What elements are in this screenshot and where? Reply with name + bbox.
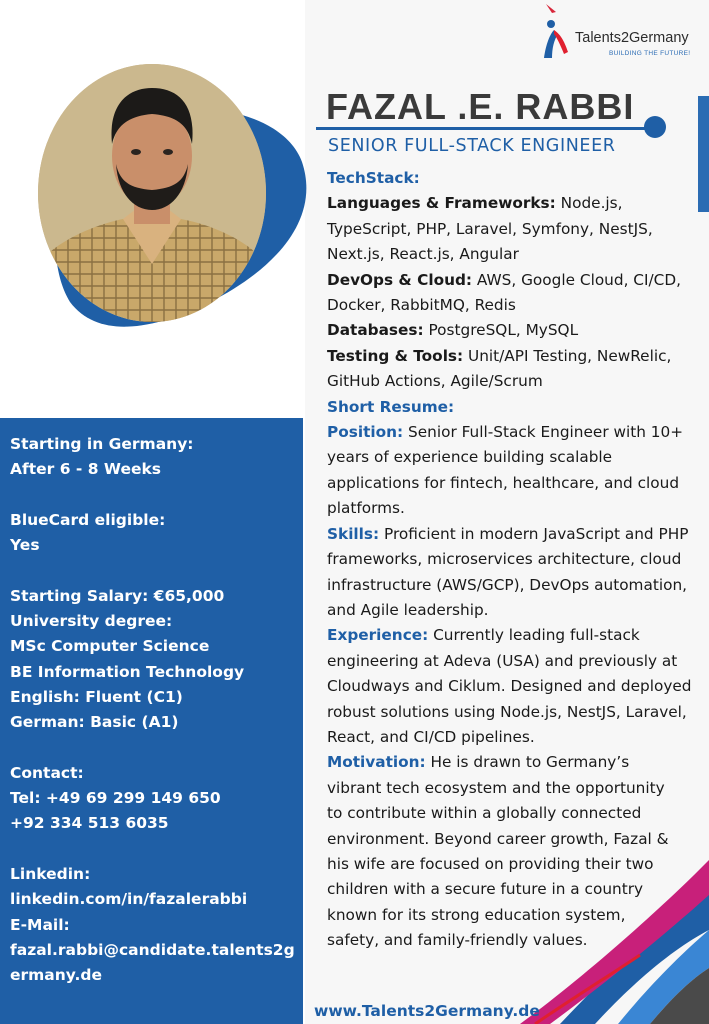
title-divider — [316, 127, 652, 130]
phone-pk[interactable]: +92 334 513 6035 — [10, 814, 169, 833]
techstack-item — [327, 344, 707, 395]
info-line: Linkedin: — [10, 865, 91, 884]
techstack-heading: TechStack: — [327, 169, 420, 187]
info-panel-text — [10, 432, 302, 989]
info-line: University degree: — [10, 612, 173, 631]
info-line — [10, 837, 302, 862]
brand-tagline: BUILDING THE FUTURE! — [609, 50, 691, 57]
techstack-value: PostgreSQL, MySQL — [423, 321, 579, 340]
title-divider-dot — [644, 116, 666, 138]
info-line: English: Fluent (C1) — [10, 687, 183, 706]
email-link[interactable]: fazal.rabbi@candidate.talents2germany.de — [10, 940, 295, 985]
resume-item — [327, 420, 707, 522]
resume-label: Experience: — [327, 626, 429, 645]
profile-content — [327, 166, 707, 954]
info-line: MSc Computer Science — [10, 637, 210, 656]
info-line — [10, 558, 302, 583]
techstack-item — [327, 268, 707, 319]
techstack-label: DevOps & Cloud: — [327, 270, 473, 289]
resume-value: Senior Full-Stack Engineer with 10+ years of experience building scalable applications for fintech, healthcare, and cloud platforms. — [327, 423, 684, 518]
resume-label: Skills: — [327, 524, 380, 543]
resume-value: Proficient in modern JavaScript and PHP frameworks, microservices architecture, cloud infrastructure (AWS/GCP), DevOps automation, and Agile leadership. — [327, 524, 689, 619]
techstack-label: Languages & Frameworks: — [327, 194, 556, 213]
info-line: German: Basic (A1) — [10, 713, 179, 732]
brand-logo — [540, 0, 708, 64]
info-line: BlueCard eligible: — [10, 510, 166, 529]
resume-item — [327, 623, 707, 750]
resume-item — [327, 522, 707, 624]
info-line: Starting in Germany: — [10, 435, 194, 453]
resume-value: He is drawn to Germany’s vibrant tech ecosystem and the opportunity to contribute within a globally connected environment. Beyond career growth, Fazal & his wife are focused on providing their two children with a secure future in a country known for its strong education system, safety, and family-friendly values. — [327, 753, 669, 950]
phone-de[interactable]: Tel: +49 69 299 149 650 — [10, 789, 221, 808]
decorative-swoosh — [500, 860, 709, 1024]
techstack-label: Databases: — [327, 321, 424, 340]
candidate-name: FAZAL .E. RABBI — [326, 86, 635, 127]
logo-figure-icon — [540, 0, 580, 64]
candidate-photo — [38, 64, 266, 322]
resume-label: Motivation: — [327, 753, 426, 772]
info-line: After 6 - 8 Weeks — [10, 460, 161, 479]
techstack-value: Unit/API Testing, NewRelic, GitHub Actions, Agile/Scrum — [327, 346, 672, 391]
brand-name: Talents2Germany — [575, 30, 689, 46]
techstack-value: Node.js, TypeScript, PHP, Laravel, Symfony, NestJS, Next.js, React.js, Angular — [327, 194, 653, 264]
info-line: E-Mail: — [10, 915, 70, 934]
info-line: Starting Salary: €65,000 — [10, 586, 225, 605]
techstack-label: Testing & Tools: — [327, 346, 464, 365]
resume-heading: Short Resume: — [327, 397, 455, 416]
info-line: Contact: — [10, 763, 84, 782]
resume-value: Currently leading full-stack engineering at Adeva (USA) and previously at Cloudways and Ciklum. Designed and deployed robust solutions using Node.js, NestJS, Laravel, React, and CI/CD pipelines. — [327, 626, 692, 746]
techstack-item — [327, 318, 707, 343]
candidate-role: SENIOR FULL-STACK ENGINEER — [328, 136, 616, 156]
linkedin-link[interactable]: linkedin.com/in/fazalerabbi — [10, 890, 248, 909]
info-line: BE Information Technology — [10, 662, 245, 681]
info-line: Yes — [10, 536, 40, 555]
website-link[interactable]: www.Talents2Germany.de — [314, 1002, 540, 1020]
info-line — [10, 736, 302, 761]
techstack-item — [327, 191, 707, 267]
resume-label: Position: — [327, 423, 404, 442]
techstack-value: AWS, Google Cloud, CI/CD, Docker, RabbitMQ, Redis — [327, 270, 681, 315]
info-line — [10, 483, 302, 508]
